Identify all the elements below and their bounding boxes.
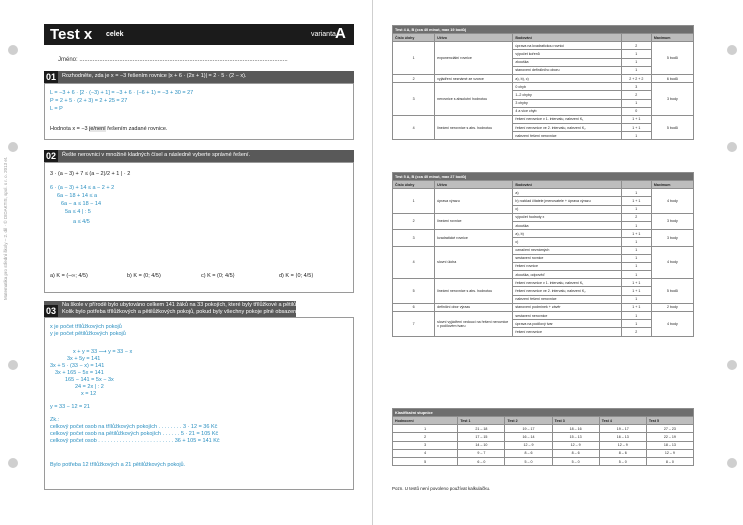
column-header: Hodnocení [393,417,458,425]
question-1-header [44,71,354,83]
grade: 4 [393,449,458,457]
scoring-points: 1 [621,320,651,328]
task-maximum: 3 body [651,83,693,116]
solution-line: y je počet pětilůžkových pokojů [50,331,126,337]
scoring-points: 1 + 1 [621,230,651,238]
score-range: 19 – 17 [599,425,646,433]
column-header: Číslo úlohy [393,34,435,42]
scoring-criterion: řešení nerovnice ve 2. intervalu, nalezení K₂ [513,287,621,295]
grade: 1 [393,425,458,433]
scoring-points: 2 + 2 + 2 [621,74,651,82]
table-row [393,433,694,441]
task-maximum: 6 bodů [651,74,693,82]
score-range: 16 – 13 [599,433,646,441]
solution-line: y = 33 − 12 = 21 [50,404,90,410]
scoring-criterion: a), b) [513,230,621,238]
name-field: Jméno: ............................................................................................................................. [58,57,288,63]
grade: 5 [393,457,458,465]
scoring-criterion: c) [513,238,621,246]
scoring-criterion: úprava na podílový tvar [513,320,621,328]
scoring-criterion: zkouška [513,58,621,66]
grading-scale-table [392,408,694,466]
task-number: 2 [393,74,435,82]
question-1-answer-box [44,83,354,140]
answer-post: řešením zadané rovnice. [107,126,168,132]
scoring-points: 0 [621,107,651,115]
column-header: Učivo [435,181,513,189]
table-caption: Test 5 A, B (cca 40 minut, max 27 bodů) [393,173,694,181]
scoring-criterion: řešení nerovnice v 1. intervalu, nalezení K₁ [513,279,621,287]
solution-line: 165 − 141 = 5x − 3x [65,377,114,383]
task-maximum: 5 bodů [651,279,693,304]
task-maximum: 3 body [651,230,693,246]
task-maximum: 5 bodů [651,115,693,140]
scoring-points: 2 [621,328,651,336]
solution-line: 3x + 5y = 141 [67,356,101,362]
column-header: Test 3 [552,417,599,425]
scoring-points: 1 + 1 [621,287,651,295]
scoring-points: 1 + 1 [621,279,651,287]
solution-line: L = P [50,106,63,112]
scoring-criterion: a), b), c) [513,74,621,82]
task-number: 4 [393,246,435,279]
scoring-criterion: 4 a více chyb [513,107,621,115]
task-number: 3 [393,83,435,116]
solution-line: x je počet třílůžkových pokojů [50,324,122,330]
task-topic: definiční obor výrazu [435,303,513,311]
solution-line: 6 · (a − 3) + 14 ≤ a − 2 + 2 [50,185,115,191]
solution-line: a ≤ 4/5 [73,219,90,225]
scoring-points: 1 + 1 [621,303,651,311]
score-range: 21 – 18 [458,425,505,433]
grade: 2 [393,433,458,441]
score-range: 8 – 6 [552,449,599,457]
scoring-points: 1 + 1 [621,197,651,205]
score-range: 12 – 9 [505,441,552,449]
column-header: Test 4 [599,417,646,425]
task-number: 4 [393,115,435,140]
score-range: 17 – 15 [458,433,505,441]
answer-pre: Hodnota x = −3 [50,126,88,132]
score-range: 19 – 17 [505,425,552,433]
score-range: 8 – 6 [599,449,646,457]
scoring-points: 1 [621,254,651,262]
scoring-points: 1 [621,66,651,74]
option-c: c) K = (0; 4/5⟩ [201,273,235,279]
answer-choice: je/není [89,126,106,132]
task-maximum: 2 body [651,303,693,311]
question-3-answer-box [44,317,354,490]
scoring-criterion: 1–2 chyby [513,91,621,99]
score-range: 12 – 9 [552,441,599,449]
table-row [393,74,694,82]
test-4-scoring-table [392,25,694,140]
task-topic: nerovnice s absolutní hodnotou [435,83,513,116]
scoring-points: 1 [621,271,651,279]
column-header: Učivo [435,34,513,42]
question-number: 03 [45,306,56,316]
variant-label: varianta [311,31,336,38]
question-text: Na škole v přírodě bylo ubytováno celkem 141 žáků na 33 pokojích, které byly třílůžkové a pětilůžkové. [62,302,313,308]
test-title: Test x [50,26,93,43]
task-number: 1 [393,42,435,75]
scoring-criterion: řešení nerovnice v 1. intervalu, nalezení K₁ [513,115,621,123]
scoring-criterion: stanovení podmínek + závěr [513,303,621,311]
table-caption-row [393,173,694,181]
table-row [393,312,694,320]
table-header-row [393,34,694,42]
test-title-bar [44,24,354,45]
solution-line: celkový počet osob . . . . . . . . . . . . . . . . . . . . . . . . . 36 + 105 = 141 Kč [50,438,220,444]
scoring-criterion: zkouška, odpověď [513,271,621,279]
calculator-note: Pozn. U testů není povoleno používat kalkulačku. [392,486,491,491]
table-caption: Klasifikační stupnice [393,409,694,417]
task-topic: úprava výrazu [435,189,513,214]
scoring-criterion: označení neznámých [513,246,621,254]
scoring-criterion: b) rozklad čitatele jmenovatele + úprava výrazu [513,197,621,205]
scoring-criterion: nalezení řešení nerovnice [513,132,621,140]
punch-hole [8,458,18,468]
scoring-points: 1 + 1 [621,115,651,123]
task-maximum: 5 bodů [651,42,693,75]
task-topic: lineární nerovnice s abs. hodnotou [435,115,513,140]
question-number: 01 [45,72,56,82]
task-maximum: 4 body [651,246,693,279]
solution-line: celkový počet osob na pětilůžkových pokojích . . . . . . 5 · 21 = 105 Kč [50,431,219,437]
scoring-points: 2 [621,42,651,50]
column-header: Maximum [651,34,693,42]
table-row [393,441,694,449]
scoring-points: 2 [621,213,651,221]
table-caption-row [393,409,694,417]
scoring-criterion: řešení rovnice [513,262,621,270]
table-row [393,115,694,123]
scoring-points: 1 [621,221,651,229]
solution-line: x + y = 33 ⟶ y = 33 − x [73,349,133,355]
question-text: Kolik bylo potřeba třílůžkových a pětilůžkových pokojů, pokud byly všechny pokoje plně obsazeny? [62,309,302,315]
column-header: Maximum [651,181,693,189]
question-2-header [44,150,354,162]
score-range: 6 – 0 [458,457,505,465]
scoring-points: 1 [621,58,651,66]
punch-hole [8,360,18,370]
scoring-criterion: stanovení definičního oboru [513,66,621,74]
task-number: 6 [393,303,435,311]
score-range: 5 – 0 [599,457,646,465]
question-text: Rozhodněte, zda je x = −3 řešením rovnice |x + 6 · (2x + 1)| = 2 · 5 · (2 − x). [62,73,247,79]
task-number: 3 [393,230,435,246]
punch-hole [8,142,18,152]
scoring-criterion: sestavení rovnice [513,254,621,262]
column-header: Test 2 [505,417,552,425]
score-range: 22 – 19 [646,433,693,441]
score-range: 5 – 0 [505,457,552,465]
scoring-criterion: sestavení nerovnice [513,312,621,320]
table-caption: Test 4 A, B (cca 40 minut, max 19 bodů) [393,26,694,34]
variant-letter: A [335,25,346,42]
solution-line: x = 12 [81,391,97,397]
option-d: d) K = ⟨0; 4/5⟩ [279,273,314,279]
score-range: 15 – 13 [552,433,599,441]
scoring-criterion: 0 chyb [513,83,621,91]
grade: 3 [393,441,458,449]
table-row [393,42,694,50]
table-row [393,449,694,457]
solution-line: 5a ≤ 4 | : 5 [65,209,91,215]
column-header [621,181,651,189]
answer-sentence [50,126,167,132]
task-number: 7 [393,312,435,337]
task-maximum: 3 body [651,213,693,229]
scoring-points: 1 [621,262,651,270]
solution-line: L = −3 + 6 · [2 · (−3) + 1] = −3 + 6 · (−6 + 1) = −3 + 30 = 27 [50,90,194,96]
scoring-criterion: výpočet hodnoty x [513,213,621,221]
solution-line: 6a − a ≤ 18 − 14 [61,201,102,207]
question-text: Řešte nerovnici v množině kladných čísel a následně vyberte správné řešení. [62,152,251,158]
solution-line: Zk.: [50,417,60,423]
column-header [621,34,651,42]
task-number: 1 [393,189,435,214]
score-range: 8 – 0 [646,457,693,465]
punch-hole [727,45,737,55]
score-range: 9 – 7 [458,449,505,457]
scoring-criterion: řešení nerovnice ve 2. intervalu, nalezení K₂ [513,124,621,132]
solution-line: celkový počet osob na třílůžkových pokojích . . . . . . . . 3 · 12 = 36 Kč [50,424,218,430]
task-topic: lineární nerovnice s abs. hodnotou [435,279,513,304]
scoring-points: 1 [621,312,651,320]
punch-hole [8,45,18,55]
scoring-criterion: 3 chyby [513,99,621,107]
punch-hole [727,360,737,370]
solution-line: 3x + 165 − 5x = 141 [55,370,104,376]
table-header-row [393,417,694,425]
side-imprint: Matematika pro střední školy – 2. díl · © DIDAKTIS, spol. s r. o. 2013 et. [3,156,8,300]
task-topic: exponenciální rovnice [435,42,513,75]
scoring-points: 1 [621,99,651,107]
question-2-answer-box [44,162,354,293]
score-range: 18 – 16 [552,425,599,433]
scoring-points: 1 [621,50,651,58]
column-header: Bodování [513,34,621,42]
scoring-criterion: výpočet kořenů [513,50,621,58]
table-row [393,213,694,221]
score-range: 16 – 14 [505,433,552,441]
task-number: 2 [393,213,435,229]
task-topic: slovní úloha [435,246,513,279]
scoring-criterion: úprava na kvadratickou rovnici [513,42,621,50]
table-row [393,425,694,433]
scoring-criterion: nalezení řešení nerovnice [513,295,621,303]
column-header: Bodování [513,181,621,189]
score-range: 12 – 9 [599,441,646,449]
question-3-header [44,301,313,317]
question-number: 02 [45,151,56,161]
task-topic: kvadratické rovnice [435,230,513,246]
column-header: Číslo úlohy [393,181,435,189]
scoring-points: 1 [621,295,651,303]
column-header: Test 1 [458,417,505,425]
punch-hole [727,142,737,152]
table-row [393,457,694,465]
test-subtitle: celek [106,31,124,38]
table-row [393,230,694,238]
table-header-row [393,181,694,189]
solution-line: 3x + 5 · (33 − x) = 141 [50,363,105,369]
scoring-points: 1 [621,205,651,213]
score-range: 8 – 6 [505,449,552,457]
scoring-points: 3 [621,83,651,91]
task-maximum: 4 body [651,312,693,337]
table-row [393,303,694,311]
column-header: Test 5 [646,417,693,425]
scoring-points: 1 + 1 [621,124,651,132]
score-range: 12 – 9 [646,449,693,457]
solution-answer: Bylo potřeba 12 třílůžkových a 21 pětilůžkových pokojů. [50,462,186,468]
solution-line: 24 = 2x | : 2 [75,384,104,390]
solution-line: 3 · (a − 3) + 7 ≤ (a − 2)/2 + 1 | · 2 [50,171,131,177]
scoring-criterion: a) [513,189,621,197]
solution-line: 6a − 18 + 14 ≤ a [57,193,98,199]
test-5-scoring-table [392,172,694,337]
score-range: 5 – 0 [552,457,599,465]
scoring-criterion: řešení nerovnice [513,328,621,336]
scoring-criterion: c) [513,205,621,213]
task-topic: lineární rovnice [435,213,513,229]
table-row [393,279,694,287]
scoring-points: 1 [621,189,651,197]
solution-line: P = 2 + 5 · (2 + 3) = 2 + 25 = 27 [50,98,128,104]
score-range: 27 – 23 [646,425,693,433]
scoring-points: 1 [621,132,651,140]
option-a: a) K = (−∞; 4/5) [50,273,88,279]
option-b: b) K = (0; 4/5) [127,273,161,279]
task-number: 5 [393,279,435,304]
score-range: 18 – 13 [646,441,693,449]
table-row [393,83,694,91]
task-topic: slovní vyjádření vedoucí na řešení nerovnice v podílovém tvaru [435,312,513,337]
scoring-points: 1 [621,246,651,254]
scoring-criterion: zkouška [513,221,621,229]
punch-hole [727,458,737,468]
table-row [393,246,694,254]
scoring-points: 1 [621,238,651,246]
task-topic: vyjádření neznámé ze vzorce [435,74,513,82]
task-maximum: 4 body [651,189,693,214]
score-range: 14 – 10 [458,441,505,449]
table-caption-row [393,26,694,34]
scoring-points: 2 [621,91,651,99]
table-row [393,189,694,197]
